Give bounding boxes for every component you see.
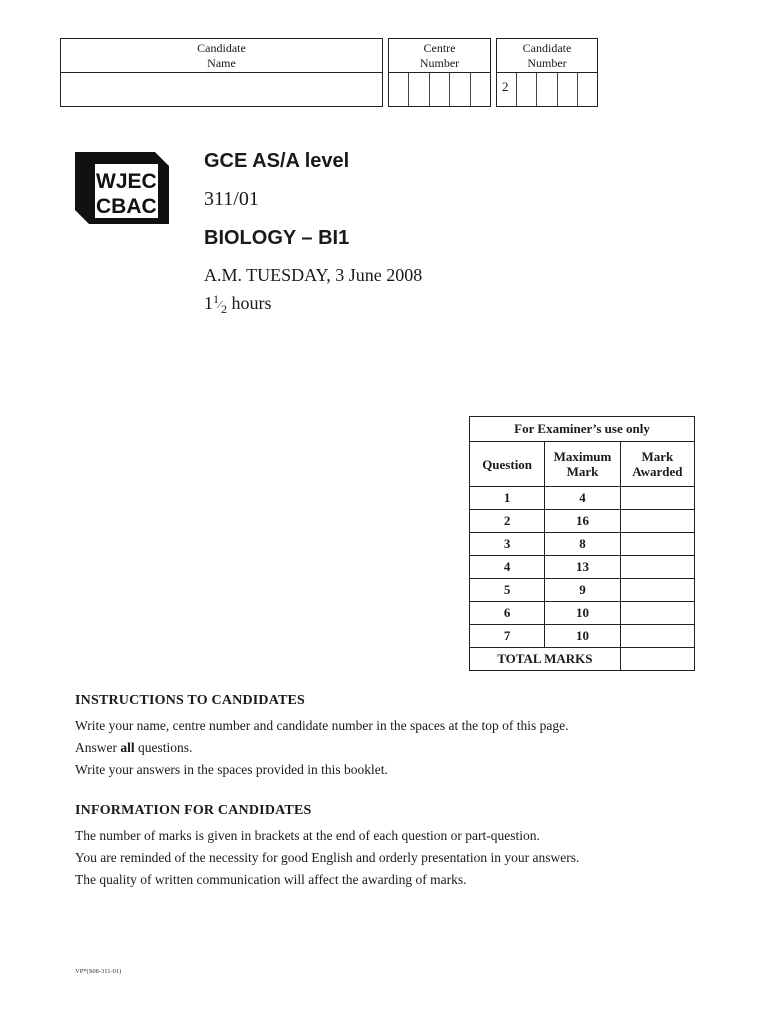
candidate-digit-cell[interactable] xyxy=(537,73,557,106)
exam-duration: 11⁄2 hours xyxy=(204,292,272,316)
col-question: Question xyxy=(470,442,545,487)
table-row xyxy=(470,625,695,648)
mark-awarded-cell[interactable] xyxy=(620,602,694,625)
information-line: The quality of written communication will affect the awarding of marks. xyxy=(75,872,467,887)
exam-code: 311/01 xyxy=(204,188,259,210)
col-mark-awarded: Mark Awarded xyxy=(620,442,694,487)
duration-fraction: 1⁄2 xyxy=(213,292,228,316)
exam-level: GCE AS/A level xyxy=(204,150,350,172)
max-mark: 4 xyxy=(545,487,620,510)
candidate-digit-cell[interactable] xyxy=(517,73,537,106)
total-row xyxy=(470,648,695,671)
information-heading: INFORMATION FOR CANDIDATES xyxy=(75,803,312,818)
question-number: 6 xyxy=(470,602,545,625)
centre-digit-cell[interactable] xyxy=(450,73,470,106)
exam-date: A.M. TUESDAY, 3 June 2008 xyxy=(204,265,423,285)
mark-awarded-cell[interactable] xyxy=(620,556,694,579)
footer-reference: VP*(S08-311-01) xyxy=(75,968,122,975)
question-number: 2 xyxy=(470,510,545,533)
question-number: 1 xyxy=(470,487,545,510)
centre-number-field[interactable] xyxy=(389,73,490,106)
instructions-section xyxy=(75,693,569,781)
centre-digit-cell[interactable] xyxy=(389,73,409,106)
max-mark: 10 xyxy=(545,602,620,625)
candidate-digit-prefix: 2 xyxy=(497,73,517,106)
col-max-mark: Maximum Mark xyxy=(545,442,620,487)
question-number: 5 xyxy=(470,579,545,602)
exam-subject: BIOLOGY – BI1 xyxy=(204,227,350,249)
max-mark: 13 xyxy=(545,556,620,579)
candidate-number-label: Candidate Number xyxy=(497,39,597,73)
centre-number-label: Centre Number xyxy=(389,39,490,73)
candidate-digit-cell[interactable] xyxy=(558,73,578,106)
centre-digit-cell[interactable] xyxy=(471,73,490,106)
total-marks-cell[interactable] xyxy=(620,648,694,671)
mark-awarded-cell[interactable] xyxy=(620,579,694,602)
question-number: 4 xyxy=(470,556,545,579)
table-row xyxy=(470,579,695,602)
max-mark: 9 xyxy=(545,579,620,602)
candidate-digit-cell[interactable] xyxy=(578,73,597,106)
examiner-table-title: For Examiner’s use only xyxy=(470,417,695,442)
logo-line2: CBAC xyxy=(96,195,157,218)
instructions-heading: INSTRUCTIONS TO CANDIDATES xyxy=(75,693,306,708)
table-row xyxy=(470,510,695,533)
information-line: The number of marks is given in brackets at the end of each question or part-question. xyxy=(75,828,540,843)
table-row xyxy=(470,487,695,510)
centre-digit-cell[interactable] xyxy=(430,73,450,106)
logo-line1: WJEC xyxy=(96,170,157,193)
instruction-line: Write your name, centre number and candidate number in the spaces at the top of this page. xyxy=(75,718,569,733)
centre-number-box xyxy=(388,38,491,107)
examiner-marks-table xyxy=(469,416,695,671)
table-row xyxy=(470,533,695,556)
mark-awarded-cell[interactable] xyxy=(620,487,694,510)
max-mark: 16 xyxy=(545,510,620,533)
candidate-name-label: Candidate Name xyxy=(61,39,382,73)
max-mark: 8 xyxy=(545,533,620,556)
candidate-number-field[interactable] xyxy=(497,73,597,106)
table-row xyxy=(470,602,695,625)
instruction-line: Write your answers in the spaces provided in this booklet. xyxy=(75,762,388,777)
question-number: 7 xyxy=(470,625,545,648)
question-number: 3 xyxy=(470,533,545,556)
information-section xyxy=(75,803,579,891)
table-row xyxy=(470,556,695,579)
total-marks-label: TOTAL MARKS xyxy=(470,648,621,671)
candidate-name-field[interactable] xyxy=(61,73,382,106)
instruction-line: Answer all questions. xyxy=(75,740,193,755)
mark-awarded-cell[interactable] xyxy=(620,510,694,533)
max-mark: 10 xyxy=(545,625,620,648)
mark-awarded-cell[interactable] xyxy=(620,625,694,648)
mark-awarded-cell[interactable] xyxy=(620,533,694,556)
candidate-number-box xyxy=(496,38,598,107)
wjec-cbac-logo xyxy=(75,152,169,224)
candidate-name-box xyxy=(60,38,383,107)
information-line: You are reminded of the necessity for good English and orderly presentation in your answers. xyxy=(75,850,580,865)
centre-digit-cell[interactable] xyxy=(409,73,429,106)
